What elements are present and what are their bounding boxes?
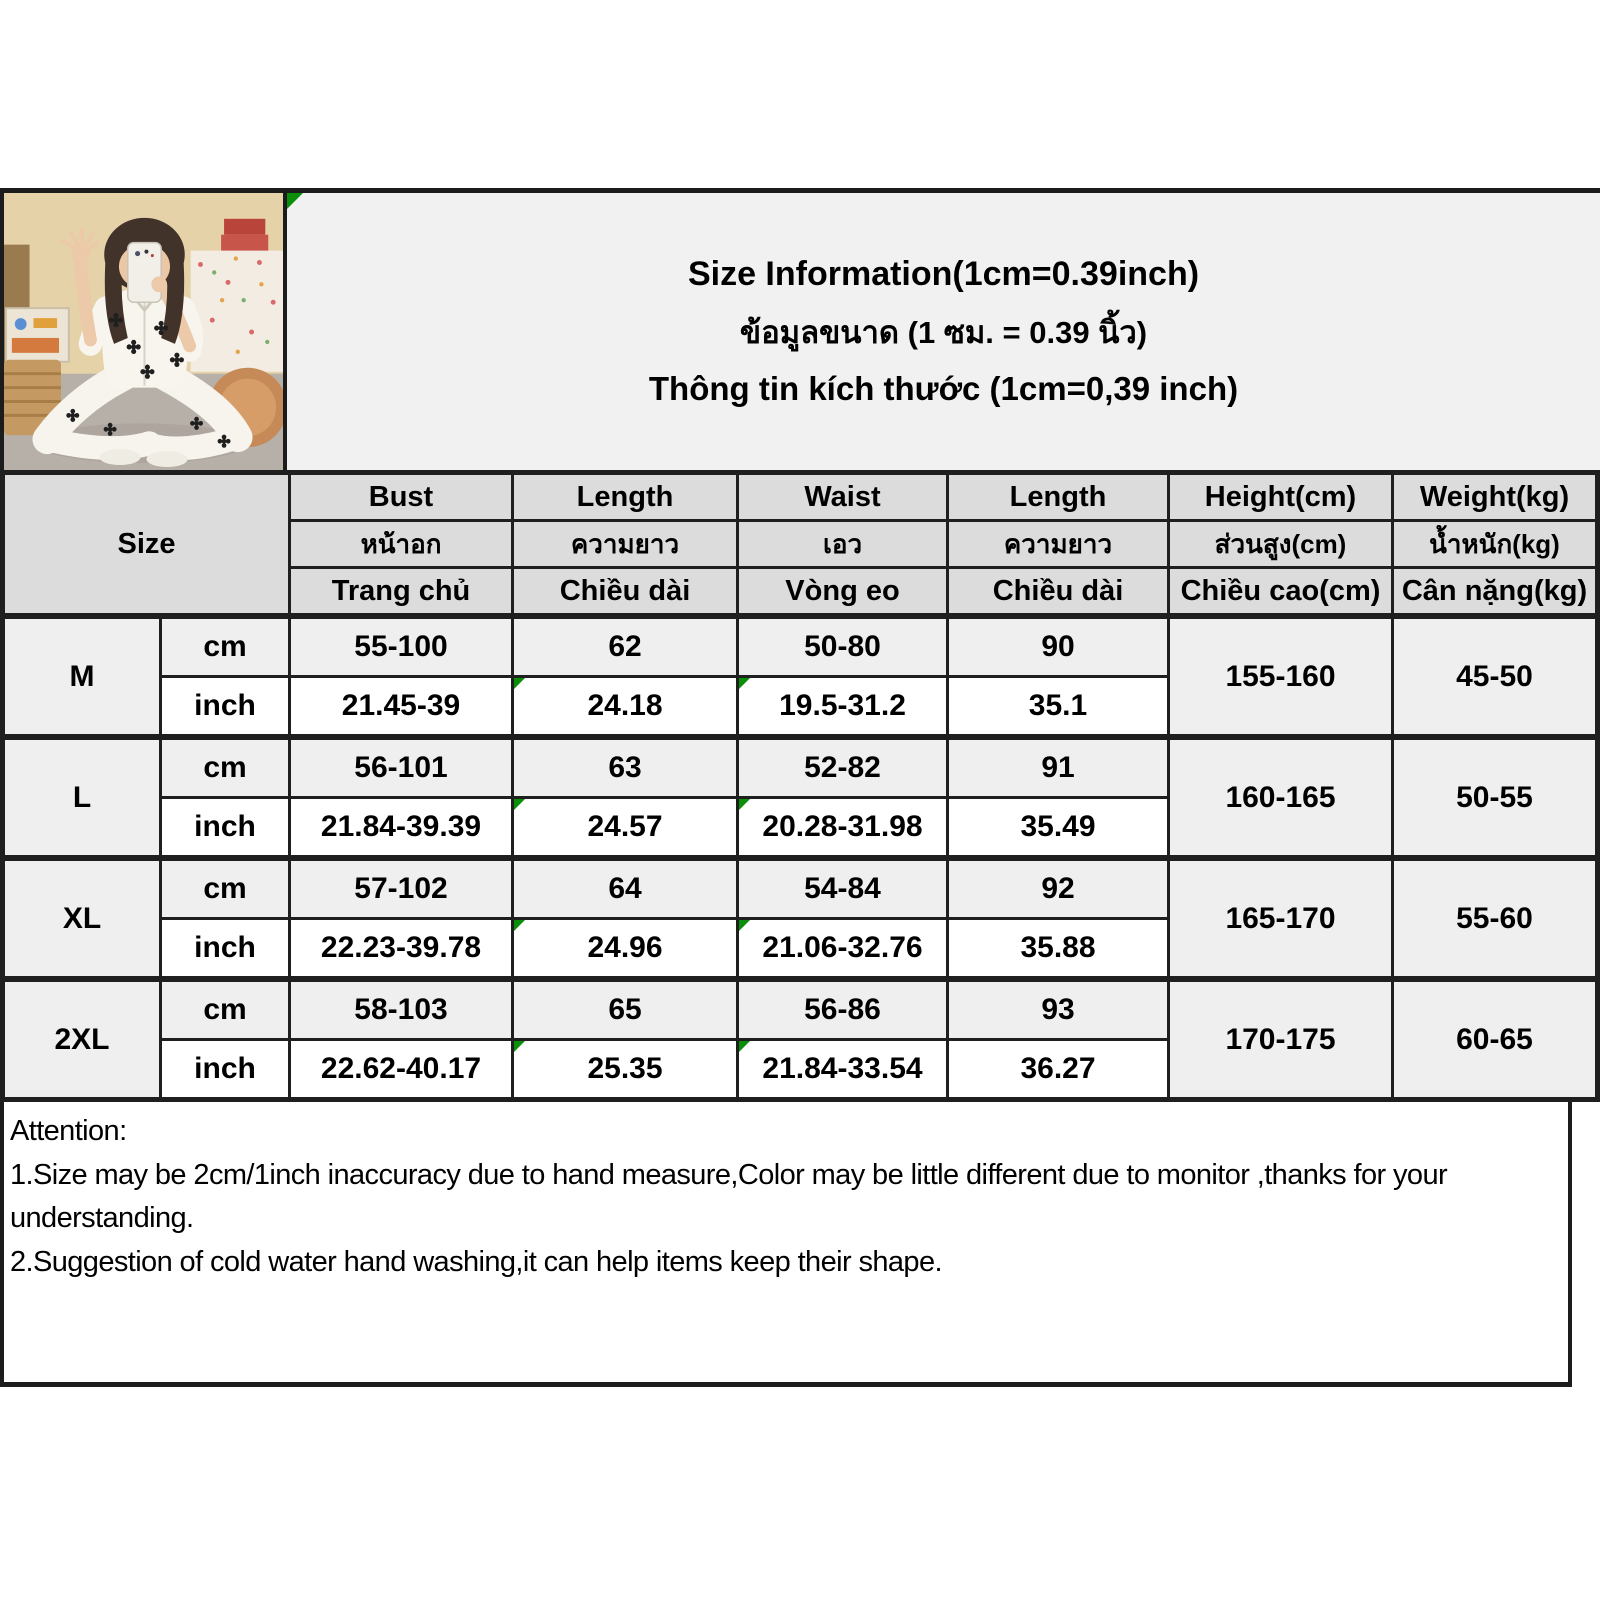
value-2xl-length-inch [513, 1040, 738, 1100]
value-l-length-inch [513, 798, 738, 859]
size-chart-table [0, 470, 1600, 1102]
value-xl-weight: 55-60 [1393, 858, 1598, 979]
attention-section [0, 1102, 1572, 1387]
value-m-height: 155-160 [1169, 616, 1393, 737]
col-header-height-en: Height(cm) [1169, 473, 1393, 521]
value-m-length-cm: 62 [513, 616, 738, 677]
attention-heading: Attention: [10, 1115, 127, 1147]
green-corner-marker-icon [514, 799, 525, 810]
value-m-bust-cm: 55-100 [290, 616, 513, 677]
size-info-title-vi: Thông tin kích thước (1cm=0,39 inch) [648, 370, 1239, 407]
value-2xl-length2-cm: 93 [948, 979, 1169, 1040]
unit-label-inch: inch [161, 1040, 290, 1100]
value-l-height: 160-165 [1169, 737, 1393, 858]
unit-label-cm: cm [161, 616, 290, 677]
col-header-bust-vi: Trang chủ [290, 568, 513, 617]
cell-text: 21.84-33.54 [762, 1052, 923, 1085]
value-xl-bust-inch: 22.23-39.78 [290, 919, 513, 980]
value-l-weight: 50-55 [1393, 737, 1598, 858]
unit-label-inch: inch [161, 919, 290, 980]
value-m-waist-cm: 50-80 [738, 616, 948, 677]
col-header-weight-th: น้ำหนัก(kg) [1393, 521, 1598, 568]
col-header-height-th: ส่วนสูง(cm) [1169, 521, 1393, 568]
value-xl-length-inch [513, 919, 738, 980]
cell-text: 21.06-32.76 [762, 931, 923, 964]
attention-note-1: 1.Size may be 2cm/1inch inaccuracy due to hand measure,Color may be little different due to monitor ,thanks for your understanding. [10, 1158, 1448, 1234]
green-corner-marker-icon [287, 193, 303, 209]
cell-text: 24.18 [587, 689, 663, 722]
attention-note-2: 2.Suggestion of cold water hand washing,it can help items keep their shape. [10, 1245, 942, 1278]
col-header-waist-th: เอว [738, 521, 948, 568]
col-header-weight-en: Weight(kg) [1393, 473, 1598, 521]
value-xl-height: 165-170 [1169, 858, 1393, 979]
value-2xl-weight: 60-65 [1393, 979, 1598, 1100]
value-m-length-inch [513, 677, 738, 738]
col-header-length2-th: ความยาว [948, 521, 1169, 568]
value-xl-bust-cm: 57-102 [290, 858, 513, 919]
value-2xl-length-cm: 65 [513, 979, 738, 1040]
value-xl-waist-inch [738, 919, 948, 980]
value-l-waist-cm: 52-82 [738, 737, 948, 798]
cell-text: 25.35 [587, 1052, 663, 1085]
size-info-header [287, 193, 1600, 470]
value-l-bust-cm: 56-101 [290, 737, 513, 798]
value-l-waist-inch [738, 798, 948, 859]
value-2xl-waist-inch [738, 1040, 948, 1100]
green-corner-marker-icon [514, 1041, 525, 1052]
unit-label-cm: cm [161, 979, 290, 1040]
col-header-height-vi: Chiều cao(cm) [1169, 568, 1393, 617]
green-corner-marker-icon [514, 920, 525, 931]
pajama-model-illustration [4, 193, 283, 470]
col-header-waist-vi: Vòng eo [738, 568, 948, 617]
size-info-title-th: ข้อมูลขนาด (1 ซม. = 0.39 นิ้ว) [739, 315, 1148, 350]
green-corner-marker-icon [739, 920, 750, 931]
value-2xl-waist-cm: 56-86 [738, 979, 948, 1040]
value-2xl-bust-inch: 22.62-40.17 [290, 1040, 513, 1100]
cell-text: 24.96 [587, 931, 663, 964]
size-label-xl: XL [3, 858, 161, 979]
size-label-m: M [3, 616, 161, 737]
unit-label-inch: inch [161, 798, 290, 859]
value-xl-length2-cm: 92 [948, 858, 1169, 919]
green-corner-marker-icon [514, 678, 525, 689]
green-corner-marker-icon [739, 678, 750, 689]
col-header-length-en: Length [513, 473, 738, 521]
value-l-length-cm: 63 [513, 737, 738, 798]
value-xl-length2-inch: 35.88 [948, 919, 1169, 980]
green-corner-marker-icon [739, 1041, 750, 1052]
value-m-length2-cm: 90 [948, 616, 1169, 677]
value-m-weight: 45-50 [1393, 616, 1598, 737]
value-l-length2-cm: 91 [948, 737, 1169, 798]
col-header-length2-en: Length [948, 473, 1169, 521]
product-photo [0, 193, 287, 470]
cell-text: 19.5-31.2 [779, 689, 906, 722]
value-m-bust-inch: 21.45-39 [290, 677, 513, 738]
value-m-waist-inch [738, 677, 948, 738]
unit-label-cm: cm [161, 737, 290, 798]
col-header-bust-en: Bust [290, 473, 513, 521]
size-label-2xl: 2XL [3, 979, 161, 1100]
col-header-length2-vi: Chiều dài [948, 568, 1169, 617]
value-m-length2-inch: 35.1 [948, 677, 1169, 738]
value-l-length2-inch: 35.49 [948, 798, 1169, 859]
col-header-length-vi: Chiều dài [513, 568, 738, 617]
value-xl-length-cm: 64 [513, 858, 738, 919]
unit-label-inch: inch [161, 677, 290, 738]
value-l-bust-inch: 21.84-39.39 [290, 798, 513, 859]
size-label-l: L [3, 737, 161, 858]
unit-label-cm: cm [161, 858, 290, 919]
col-header-bust-th: หน้าอก [290, 521, 513, 568]
corner-size-label: Size [3, 473, 290, 617]
value-xl-waist-cm: 54-84 [738, 858, 948, 919]
col-header-waist-en: Waist [738, 473, 948, 521]
cell-text: 20.28-31.98 [762, 810, 923, 843]
col-header-weight-vi: Cân nặng(kg) [1393, 568, 1598, 617]
value-2xl-length2-inch: 36.27 [948, 1040, 1169, 1100]
col-header-length-th: ความยาว [513, 521, 738, 568]
cell-text: 24.57 [587, 810, 663, 843]
value-2xl-bust-cm: 58-103 [290, 979, 513, 1040]
top-block [0, 188, 1600, 470]
size-info-title-en: Size Information(1cm=0.39inch) [687, 255, 1200, 293]
green-corner-marker-icon [739, 799, 750, 810]
value-2xl-height: 170-175 [1169, 979, 1393, 1100]
